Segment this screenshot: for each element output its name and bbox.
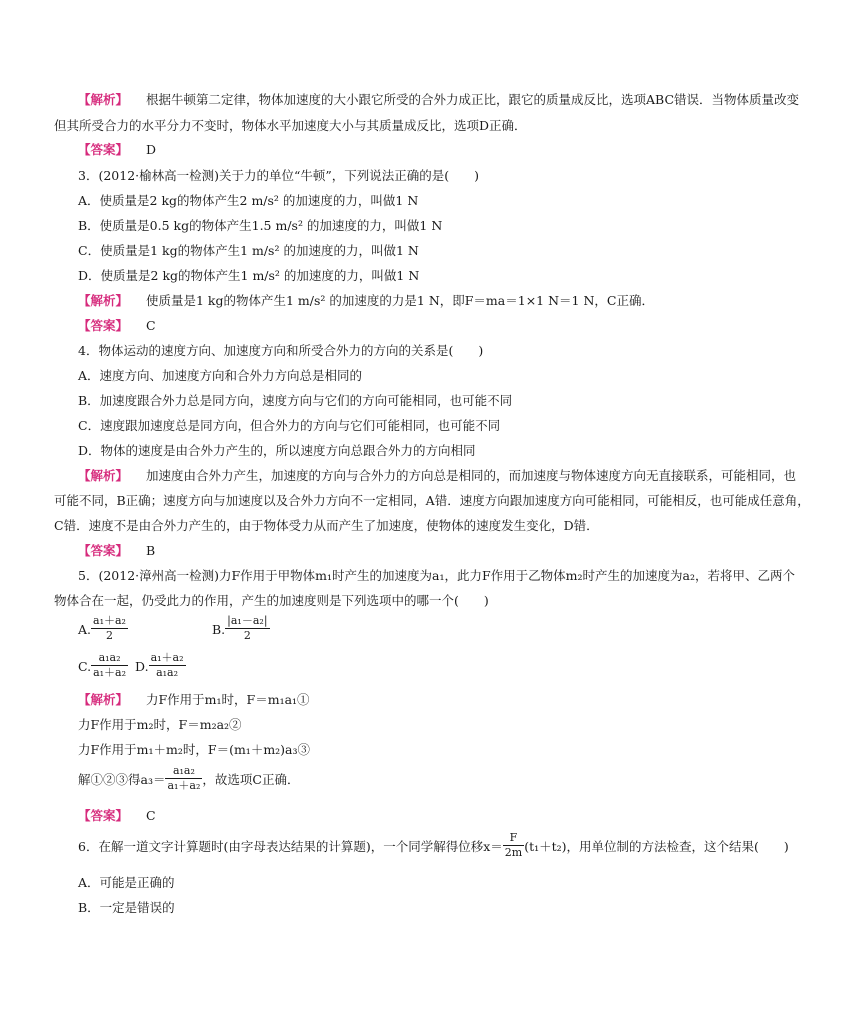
answer-value: C [146,318,156,333]
answer-label: 【答案】 [78,142,129,157]
option-a: A．速度方向、加速度方向和合外力方向总是相同的 [78,368,363,383]
answer-value: C [146,808,156,823]
question-4-stem: 4．物体运动的速度方向、加速度方向和所受合外力的方向的关系是( ) [78,343,484,358]
fraction: $\frac{\text{a₁a₂}}{\text{a₁＋a₂}}$ [167,764,201,792]
analysis-label: 【解析】 [78,92,129,107]
option-b: B．一定是错误的 [78,900,175,915]
option-c: C. $\frac{\text{a₁a₂}}{\text{a₁＋a₂}}$ [78,651,127,679]
analysis-line: 力F作用于m₁＋m₂时，F＝(m₁＋m₂)a₃③ [78,742,311,757]
fraction: $\frac{\text{a₁a₂}}{\text{a₁＋a₂}}$ [93,651,127,679]
option-b: B. $\frac{\text{|a₁－a₂|}}{2}$ [212,614,268,642]
option-d: D. $\frac{\text{a₁＋a₂}}{\text{a₁a₂}}$ [135,651,184,679]
answer-value: D [146,142,157,157]
analysis-line [78,468,796,484]
analysis-line: C错．速度不是由合外力产生的，由于物体受力从而产生了加速度，使物体的速度发生变化，D错． [54,518,599,533]
answer-value: B [146,543,156,558]
option-d: D．使质量是2 kg的物体产生1 m/s² 的加速度的力，叫做1 N [78,268,420,283]
option-d: D．物体的速度是由合外力产生的，所以速度方向总跟合外力的方向相同 [78,443,476,458]
question-6-stem: 6．在解一道文字计算题时(由字母表达结果的计算题)，一个同学解得位移x＝ $\frac{F}{2m}$ (t₁＋t₂)，用单位制的方法检查，这个结果( ) [78,831,789,859]
question-5-stem: 5．(2012·漳州高一检测)力F作用于甲物体m₁时产生的加速度为a₁，此力F作用于乙物体m₂时产生的加速度为a₂，若将甲、乙两个 [78,568,796,583]
question-5-stem-cont: 物体合在一起，仍受此力的作用，产生的加速度则是下列选项中的哪一个( ) [54,593,489,608]
answer-label: 【答案】 [78,808,129,823]
option-a: A. $\frac{\text{a₁＋a₂}}{2}$ [78,614,126,642]
analysis-line [78,92,799,108]
analysis-label: 【解析】 [78,468,129,483]
option-a: A．可能是正确的 [78,875,175,890]
fraction: $\frac{\text{a₁＋a₂}}{2}$ [93,614,126,642]
answer-label: 【答案】 [78,318,129,333]
analysis-label: 【解析】 [78,293,129,308]
question-source: (2012·漳州高一检测) [98,568,219,583]
analysis-label: 【解析】 [78,692,129,707]
analysis-text: 加速度由合外力产生，加速度的方向与合外力的方向总是相同的，而加速度与物体速度方向无直接联系，可能相同，也 [146,468,797,483]
fraction: $\frac{\text{|a₁－a₂|}}{2}$ [227,614,268,642]
analysis-line [78,293,654,309]
analysis-line: 可能不同，B正确；速度方向与加速度以及合外力方向不一定相同，A错．速度方向跟加速度方向可能相同，可能相反，也可能成任意角， [54,493,810,508]
analysis-line: 力F作用于m₂时，F＝m₂a₂② [78,717,242,732]
option-b: B．加速度跟合外力总是同方向，速度方向与它们的方向可能相同，也可能不同 [78,393,513,408]
answer-label: 【答案】 [78,543,129,558]
analysis-text: 力F作用于m₁时，F＝m₁a₁① [146,692,310,707]
question-source: (2012·榆林高一检测) [98,168,219,183]
fraction: $\frac{F}{2m}$ [504,831,523,859]
analysis-text: 使质量是1 kg的物体产生1 m/s² 的加速度的力是1 N，即F＝ma＝1×1 N＝1 N，C正确． [146,293,654,308]
analysis-line: 解①②③得a₃＝ $\frac{\text{a₁a₂}}{\text{a₁＋a₂}}$ ，故选项C正确． [78,764,300,792]
analysis-line [78,692,310,708]
question-3-stem: 3．(2012·榆林高一检测)关于力的单位“牛顿”，下列说法正确的是( ) [78,168,480,183]
analysis-line: 但其所受合力的水平分力不变时，物体水平加速度大小与其质量成反比，选项D正确． [54,118,527,133]
option-a: A．使质量是2 kg的物体产生2 m/s² 的加速度的力，叫做1 N [78,193,419,208]
option-c: C．使质量是1 kg的物体产生1 m/s² 的加速度的力，叫做1 N [78,243,419,258]
option-c: C．速度跟加速度总是同方向，但合外力的方向与它们可能相同，也可能不同 [78,418,501,433]
answer-line [78,808,156,824]
option-b: B．使质量是0.5 kg的物体产生1.5 m/s² 的加速度的力，叫做1 N [78,218,443,233]
fraction: $\frac{\text{a₁＋a₂}}{\text{a₁a₂}}$ [150,651,184,679]
answer-line [78,142,156,158]
analysis-text: 根据牛顿第二定律，物体加速度的大小跟它所受的合外力成正比，跟它的质量成反比，选项ABC错误．当物体质量改变 [146,92,800,107]
answer-line [78,318,156,334]
answer-line [78,543,155,559]
